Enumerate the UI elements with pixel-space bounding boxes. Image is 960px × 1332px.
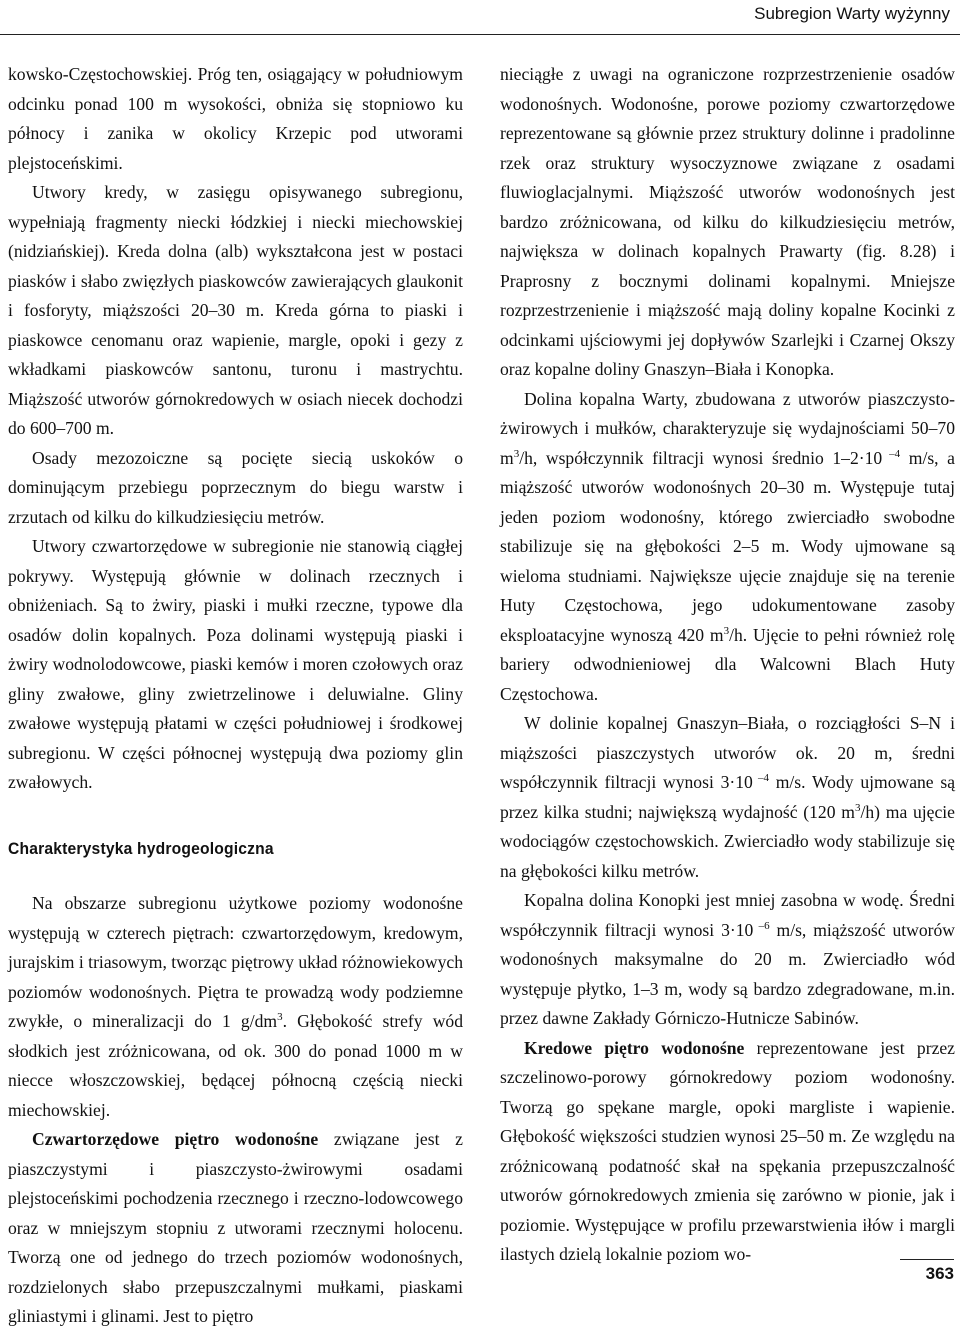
paragraph-lead: Kredowe piętro wodonośne xyxy=(524,1037,745,1058)
text-run: W dolinie kopalnej Gnaszyn–Biała, o rozciągłości S–N i miąższości piaszczystych utworów ok. 20 m, średni współczynnik filtracji wynosi 3·10 xyxy=(500,713,955,792)
text-run: /h, współczynnik filtracji wynosi średnio 1–2·10 xyxy=(519,447,883,468)
paragraph xyxy=(500,1034,955,1270)
right-column xyxy=(500,60,955,1270)
paragraph xyxy=(8,1125,463,1332)
section-heading: Charakterystyka hydrogeologiczna xyxy=(8,838,274,858)
text-run: Na obszarze subregionu użytkowe poziomy wodonośne występują w czterech piętrach: czwartorzędowym, kredowym, jurajskim i triasowym, tworząc piętrowy układ różnowiekowych poziomów wodonośnych. Piętra te prowadzą wody podziemne zwykłe, o mineralizacji do 1 g/dm xyxy=(8,893,463,1031)
superscript: 3 xyxy=(854,801,861,814)
text-run: /h) ma ujęcie wodociągów częstochowskich. Zwierciadło wody stabilizuje się na głębokości kilku metrów. xyxy=(500,801,955,881)
text-run: reprezentowane jest przez szczelinowo-porowy górnokredowy poziom wodonośny. Tworzą go spękane margle, opoki margliste i wapienie. Głębokość większości studzien wynosi 25–50 m. Ze względu na zróżnicowaną podatność skał na spękania przepuszczalność utworów górnokredowych zmienia się zarówno w pionie, jak i poziomie. Występujące w profilu przewarstwienia iłów i margli ilastych dzielą lokalnie poziom wo- xyxy=(500,1037,955,1264)
text-run: związane jest z piaszczystymi i piaszczysto-żwirowymi osadami plejstoceńskimi pochodzenia rzecznego i rzeczno-lodowcowego oraz w mniejszym stopniu z utworami rzecznymi holocenu. Tworzą one od jednego do trzech poziomów wodonośnych, rozdzielonych słabo przepuszczalnymi mułkami, piaskami gliniastymi i glinami. Jest to piętro xyxy=(8,1129,463,1326)
superscript: 3 xyxy=(277,1011,283,1024)
paragraph: Utwory czwartorzędowe w subregionie nie stanowią ciągłej pokrywy. Występują głównie w dolinach rzecznych i obniżeniach. Są to żwiry, piaski i mułki rzeczne, typowe dla osadów dolin kopalnych. Poza dolinami występują piaski i żwiry wodnolodowcowe, piaski kemów i moren czołowych oraz gliny zwałowe, gliny zwietrzelinowe i deluwialne. Gliny zwałowe występują płatami w części południowej i środkowej subregionu. W części północnej występują dwa poziomy glin zwałowych. xyxy=(8,536,463,792)
paragraph: kowsko-Częstochowskiej. Próg ten, osiągający w południowym odcinku ponad 100 m wysokości, obniża się stopniowo ku północy i zanika w okolicy Krzepic pod utworami plejstoceńskimi. xyxy=(8,64,463,173)
text-run: m/s, miąższość utworów wodonośnych maksymalne do 20 m. Zwierciadło wód występuje płytko, 1–3 m, wody są bardzo zdegradowane, m.in. przez dawne Zakłady Górniczo-Hutnicze Sabinów. xyxy=(500,919,955,1028)
text-run: Kopalna dolina Konopki jest mniej zasobna w wodę. Średni współczynnik filtracji wynosi 3·10 xyxy=(500,890,955,940)
paragraph xyxy=(500,385,955,710)
text-run: m/s, a miąższość utworów wodonośnych 20–30 m. Występuje tutaj jeden poziom wodonośny, którego zwierciadło swobodne stabilizuje się na głębokości 2–5 m. Wody ujmowane są wieloma studniami. Największe ujęcie znajduje się na terenie Huty Częstochowa, jego udokumentowane zasoby eksploatacyjne wynoszą 420 m xyxy=(500,447,955,645)
running-header xyxy=(0,0,960,35)
page-number: 363 xyxy=(900,1259,954,1288)
text-run: . Głębokość strefy wód słodkich jest zróżnicowana, od ok. 300 do ponad 1000 m w niecce włoszczowskiej, będącej północną częścią niecki miechowskiej. xyxy=(8,1011,463,1120)
paragraph xyxy=(8,889,463,1125)
text-run: m/s. Wody ujmowane są przez kilka studni; największą wydajność (120 m xyxy=(500,772,956,822)
text-run: Dolina kopalna Warty, zbudowana z utworów piaszczysto-żwirowych i mułków, charakteryzuje się wydajnościami 50–70 m xyxy=(500,388,955,468)
superscript: –4 xyxy=(752,772,769,785)
paragraph xyxy=(500,886,955,1034)
paragraph: Utwory kredy, w zasięgu opisywanego subregionu, wypełniają fragmenty niecki łódzkiej i niecki miechowskiej (nidziańskiej). Kreda dolna (alb) wykształcona jest w postaci piasków i słabo zwięzłych piaskowców zawierających glaukonit i fosforyty, miąższości 20–30 m. Kreda górna to piaski i piaskowce cenomanu oraz wapienie, margle, opoki i gezy z wkładkami piaskowców santonu, turonu i mastrychtu. Miąższość utworów górnokredowych w osiach niecek dochodzi do 600–700 m. xyxy=(8,182,463,438)
paragraph-lead: Czwartorzędowe piętro wodonośne xyxy=(32,1129,319,1149)
superscript: 3 xyxy=(513,447,520,460)
running-title: Subregion Warty wyżynny xyxy=(754,4,950,23)
paragraph xyxy=(500,709,955,886)
superscript: –6 xyxy=(753,919,770,932)
left-column xyxy=(8,60,463,1332)
paragraph: nieciągłe z uwagi na ograniczone rozprzestrzenienie osadów wodonośnych. Wodonośne, porowe poziomy czwartorzędowe reprezentowane są głównie przez struktury dolinne i pradolinne rzek oraz struktury wysoczyznowe związane z osadami fluwioglacjalnymi. Miąższość utworów wodonośnych jest bardzo zróżnicowana, od kilku do kilkudziesięciu metrów, największa w dolinach kopalnych Prawarty (fig. 8.28) i Praprosny z bocznymi dolinami kopalnymi. Mniejsze rozprzestrzenienie i miąższość mają doliny kopalne Kocinki z odcinkami ujściowymi jej dopływów Szarlejki i Czarnej Okszy oraz kopalne doliny Gnaszyn–Biała i Konopka. xyxy=(500,64,955,379)
superscript: –4 xyxy=(882,447,901,460)
superscript: 3 xyxy=(723,624,730,637)
text-run: /h. Ujęcie to pełni również rolę bariery odwodnieniowej dla Walcowni Blach Huty Częstochowa. xyxy=(500,624,955,704)
paragraph: Osady mezozoiczne są pocięte siecią uskoków o dominującym przebiegu poprzecznym do biegu warstw i zrzutach od kilku do kilkudziesięciu metrów. xyxy=(8,447,463,527)
